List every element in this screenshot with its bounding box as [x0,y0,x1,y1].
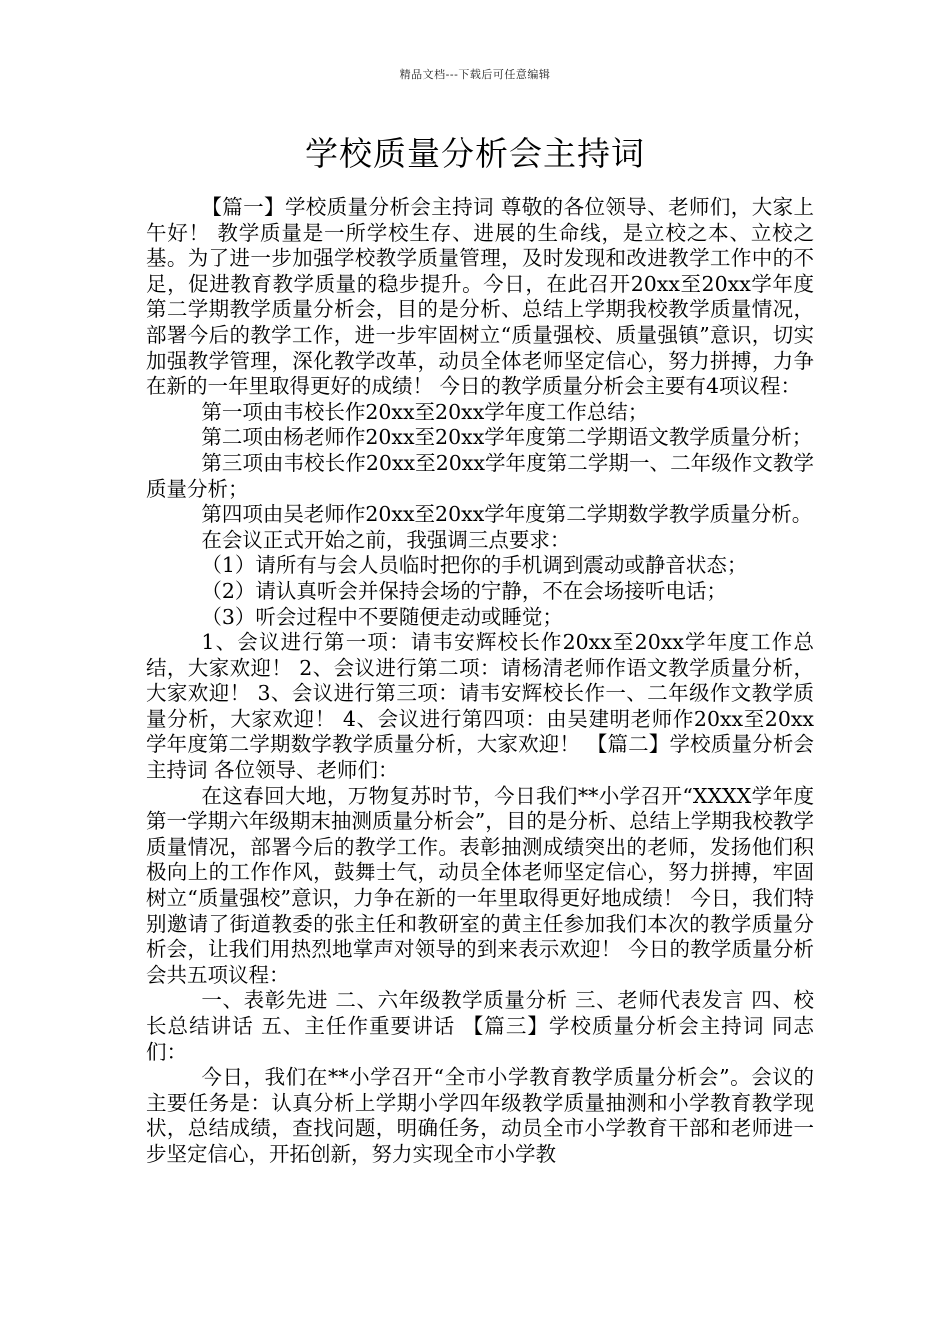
paragraph: （1）请所有与会人员临时把你的手机调到震动或静音状态； [201,553,748,578]
paragraph: 第一项由韦校长作20xx至20xx学年度工作总结； [201,399,649,424]
document-title: 学校质量分析会主持词 [305,134,645,173]
paragraph: 今日，我们在**小学召开“全市小学教育教学质量分析会”。会议的主要任务是：认真分析上学期小学四年级教学质量抽测和小学教育教学现状，总结成绩，查找问题，明确任务，动员全市小学教育干部和老师进一步坚定信心，开拓创新，努力实现全市小学教 [146,1065,814,1166]
paragraph: 第四项由吴老师作20xx至20xx学年度第二学期数学教学质量分析。 [201,502,813,527]
document-body [146,195,814,1168]
paragraph: 在会议正式开始之前，我强调三点要求： [201,527,571,552]
paragraph: 【篇一】学校质量分析会主持词 尊敬的各位领导、老师们，大家上午好！ 教学质量是一所学校生存、进展的生命线，是立校之本、立校之基。为了进一步加强学校教学质量管理，及时发现和改进教学工作中的不足，促进教育教学质量的稳步提升。今日，在此召开20xx至20xx学年度第二学期教学质量分析会，目的是分析、总结上学期我校教学质量情况，部署今后的教学工作，进一步牢固树立“质量强校、质量强镇”意识，切实加强教学管理，深化教学改革，动员全体老师坚定信心，努力拼搏，力争在新的一年里取得更好的成绩！ 今日的教学质量分析会主要有4项议程： [146,195,814,399]
paragraph: 第二项由杨老师作20xx至20xx学年度第二学期语文教学质量分析； [201,425,813,450]
paragraph: （2）请认真听会并保持会场的宁静，不在会场接听电话； [201,578,727,603]
header-note: 精品文档---下载后可任意编辑 [399,68,551,81]
paragraph: 一、表彰先进 二、六年级教学质量分析 三、老师代表发言 四、校长总结讲话 五、主任作重要讲话 【篇三】学校质量分析会主持词 同志们： [146,988,814,1064]
paragraph: 1、会议进行第一项：请韦安辉校长作20xx至20xx学年度工作总结，大家欢迎！ 2、会议进行第二项：请杨清老师作语文教学质量分析，大家欢迎！ 3、会议进行第三项：请韦安辉校长作一、二年级作文教学质量分析，大家欢迎！ 4、会议进行第四项：由吴建明老师作20xx至20xx学年度第二学期数学教学质量分析，大家欢迎！ 【篇二】学校质量分析会主持词 各位领导、老师们： [146,630,814,783]
paragraph: （3）听会过程中不要随便走动或睡觉； [201,604,563,629]
paragraph: 第三项由韦校长作20xx至20xx学年度第二学期一、二年级作文教学质量分析； [146,450,814,501]
paragraph: 在这春回大地，万物复苏时节，今日我们**小学召开“XXXX学年度第一学期六年级期末抽测质量分析会”，目的是分析、总结上学期我校教学质量情况，部署今后的教学工作。表彰抽测成绩突出的老师，发扬他们积极向上的工作作风，鼓舞士气，动员全体老师坚定信心，努力拼搏，牢固树立“质量强校”意识，力争在新的一年里取得更好地成绩！ 今日，我们特别邀请了街道教委的张主任和教研室的黄主任参加我们本次的教学质量分析会，让我们用热烈地掌声对领导的到来表示欢迎！ 今日的教学质量分析会共五项议程： [146,783,814,987]
